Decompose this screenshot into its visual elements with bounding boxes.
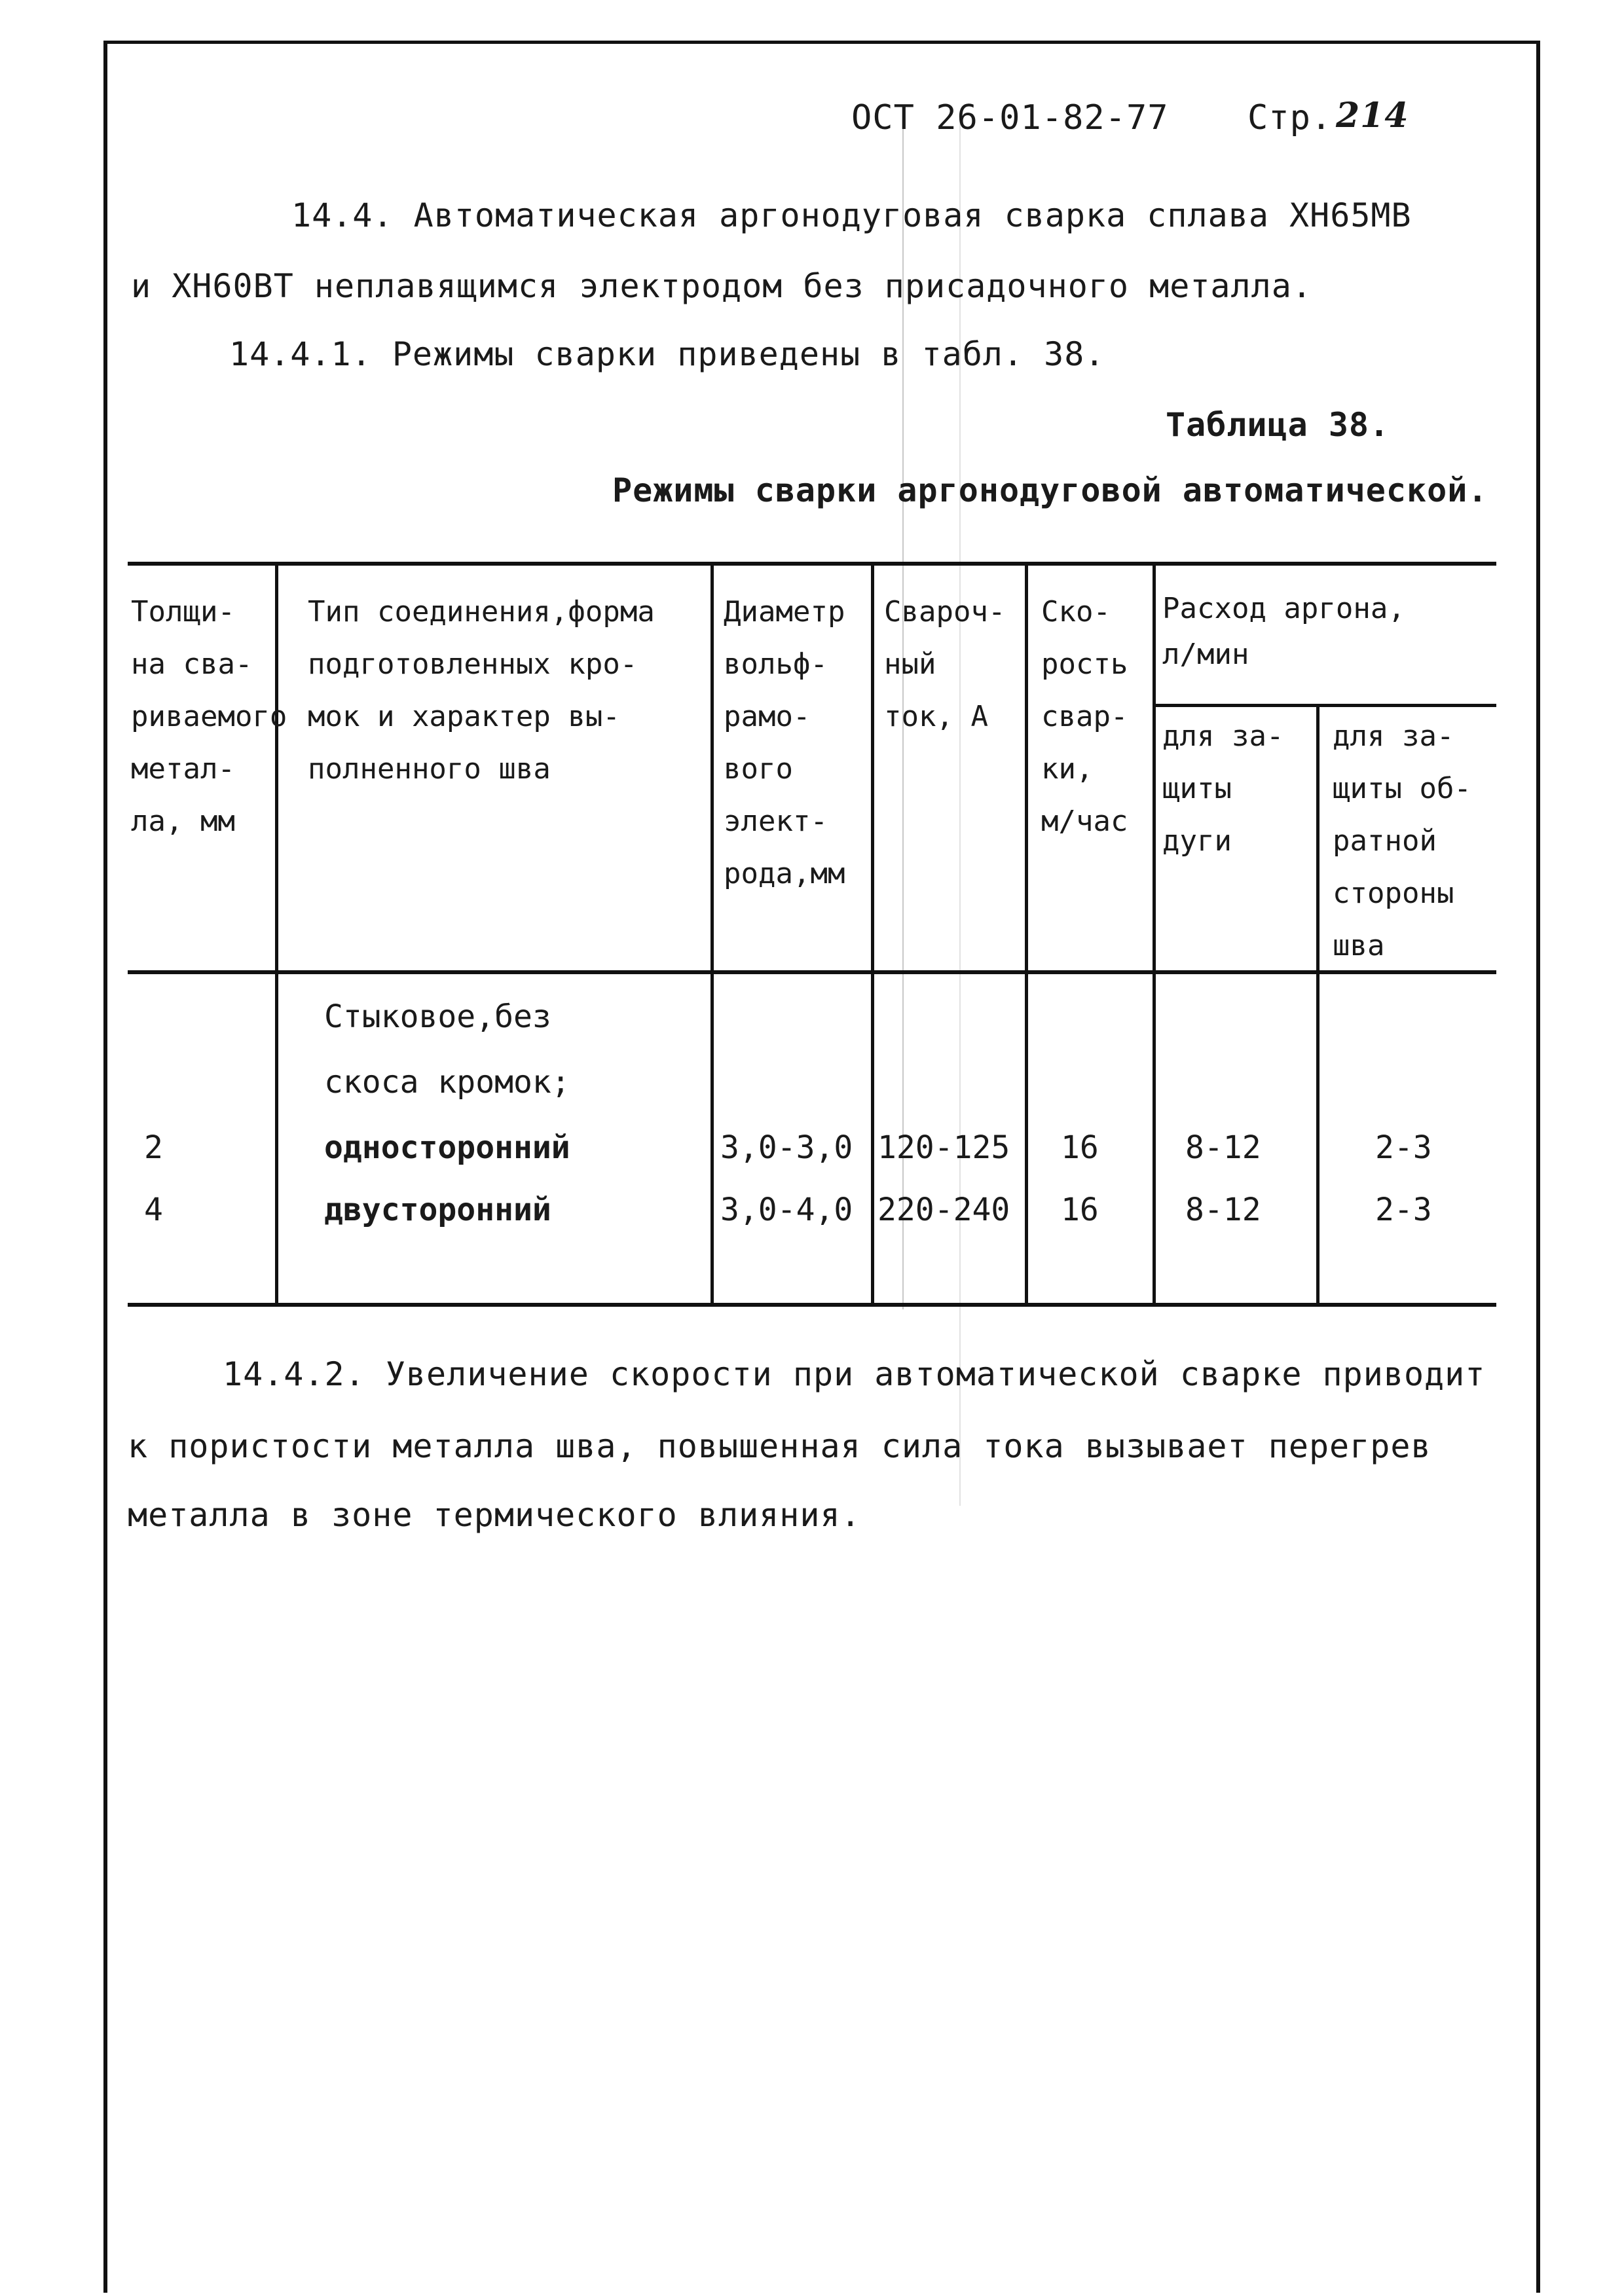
table-row-2-thickness: 4: [144, 1192, 163, 1228]
header-argon-back: для за- щиты об- ратной стороны шва: [1333, 720, 1471, 962]
header-joint-type: Тип соединения,форма подготовленных кро- мок и характер вы- полненного шва: [308, 595, 655, 786]
table-row-2-diameter: 3,0-4,0: [720, 1192, 853, 1228]
header-argon-flow: Расход аргона, л/мин: [1162, 592, 1405, 671]
fold-crease-lower: [959, 118, 961, 1506]
table-label: Таблица 38.: [1166, 406, 1390, 444]
paragraph-line1: 14.4.2. Увеличение скорости при автоматической сварке приводит: [223, 1355, 1486, 1393]
header-welding-current: Свароч- ный ток, А: [884, 595, 1006, 733]
table-col-divider: [1316, 705, 1320, 1304]
header-electrode-diameter: Диаметр вольф- рамо- вого элект- рода,мм: [724, 595, 845, 890]
table-col-divider: [710, 564, 714, 1304]
page-label: Стр.: [1247, 98, 1333, 137]
section-title-line1: 14.4. Автоматическая аргонодуговая сварка сплава ХН65МВ: [291, 196, 1412, 234]
page-number: 214: [1336, 96, 1409, 136]
table-caption: Режимы сварки аргонодуговой автоматической.: [612, 471, 1488, 509]
table-top-rule: [128, 562, 1496, 566]
table-row-1-diameter: 3,0-3,0: [720, 1129, 853, 1166]
table-row-2-argon-back: 2-3: [1375, 1192, 1432, 1228]
table-header-rule: [128, 970, 1496, 974]
table-row-1-speed: 16: [1061, 1129, 1099, 1166]
table-row-1-argon-back: 2-3: [1375, 1129, 1432, 1166]
header-thickness: Толщи- на сва- риваемого метал- ла, мм: [131, 595, 287, 838]
table-col-divider: [1153, 564, 1156, 1304]
table-row-1-current: 120-125: [877, 1129, 1010, 1166]
argon-sub-rule: [1156, 704, 1496, 707]
table-bottom-rule: [128, 1303, 1496, 1307]
header-argon-arc: для за- щиты дуги: [1162, 720, 1284, 858]
joint-title-line2: скоса кромок;: [324, 1064, 570, 1101]
table-col-divider: [871, 564, 874, 1304]
table-col-divider: [1025, 564, 1028, 1304]
table-row-2-argon-arc: 8-12: [1185, 1192, 1261, 1228]
section-title-line2: и ХН60ВТ неплавящимся электродом без присадочного металла.: [131, 267, 1312, 305]
page-frame: [103, 41, 1540, 2293]
header-welding-speed: Ско- рость свар- ки, м/час: [1041, 595, 1128, 838]
subsection-text: 14.4.1. Режимы сварки приведены в табл. 38.: [229, 335, 1105, 373]
table-row-2-speed: 16: [1061, 1192, 1099, 1228]
table-row-2-joint: двусторонний: [324, 1192, 551, 1228]
doc-code: ОСТ 26-01-82-77: [851, 98, 1169, 137]
table-row-1-thickness: 2: [144, 1129, 163, 1166]
joint-title-line1: Стыковое,без: [324, 998, 551, 1035]
table-row-1-argon-arc: 8-12: [1185, 1129, 1261, 1166]
table-row-2-current: 220-240: [877, 1192, 1010, 1228]
table-row-1-joint: односторонний: [324, 1129, 570, 1166]
paragraph-line2: к пористости металла шва, повышенная сила тока вызывает перегрев: [128, 1427, 1431, 1465]
paragraph-line3: металла в зоне термического влияния.: [128, 1496, 861, 1534]
